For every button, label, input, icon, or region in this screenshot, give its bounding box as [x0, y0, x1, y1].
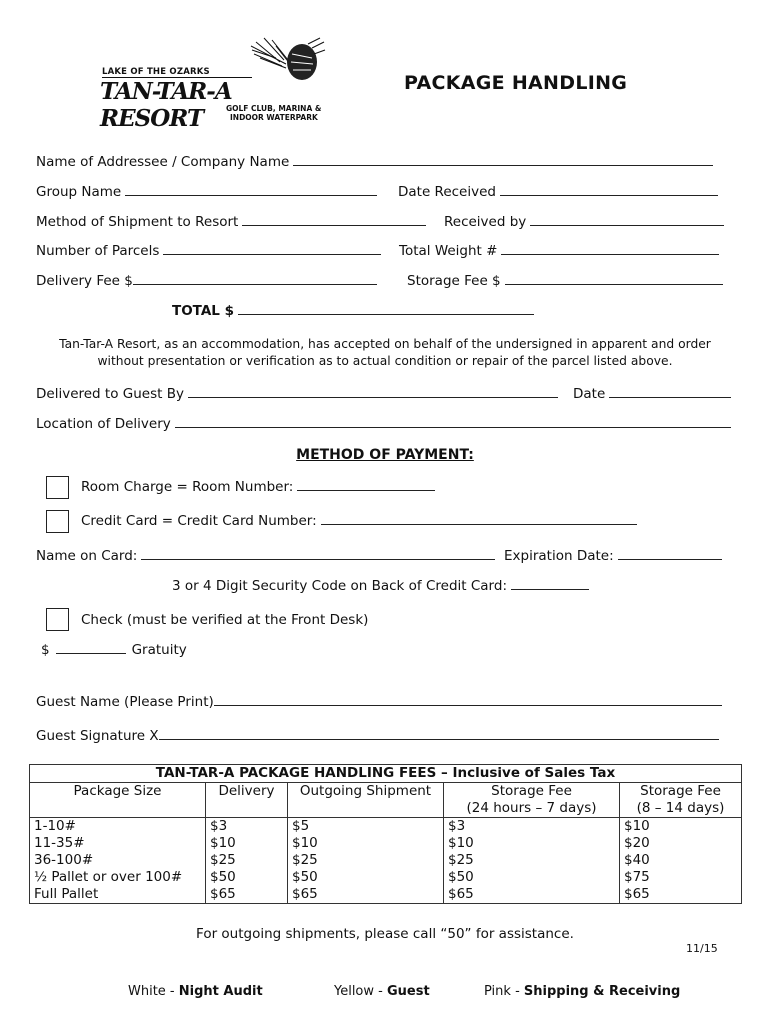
header-storage-2 — [620, 783, 742, 818]
disclaimer-line-2: without presentation or verification as to actual condition or repair of the parcel listed above. — [97, 354, 673, 368]
date-received-field[interactable] — [398, 184, 718, 200]
total-weight-label: Total Weight # — [399, 243, 498, 259]
table-cell: $25 — [206, 852, 288, 869]
delivery-fee-field[interactable] — [36, 273, 377, 289]
delivery-date-field[interactable] — [573, 386, 731, 402]
check-label: Check (must be verified at the Front Desk) — [81, 612, 369, 628]
location-blank[interactable] — [175, 416, 731, 428]
security-code-field[interactable] — [172, 578, 589, 594]
table-cell: $65 — [620, 886, 742, 904]
table-cell: $50 — [444, 869, 620, 886]
resort-logo — [96, 36, 336, 132]
expiration-label: Expiration Date: — [504, 548, 614, 564]
table-cell: $3 — [444, 818, 620, 836]
guest-signature-field[interactable] — [36, 728, 719, 744]
addressee-field[interactable] — [36, 154, 713, 170]
fees-table — [29, 764, 742, 904]
shipment-method-field[interactable] — [36, 214, 426, 230]
revision-date: 11/15 — [686, 942, 718, 955]
total-label: TOTAL $ — [172, 303, 234, 319]
copy-white — [128, 984, 263, 999]
copy-pink-label: Pink - — [484, 984, 520, 999]
security-code-label: 3 or 4 Digit Security Code on Back of Credit Card: — [172, 578, 507, 594]
logo-brand-text: TAN-TAR-A RESORT — [100, 78, 232, 132]
table-cell: $50 — [288, 869, 444, 886]
table-cell: $40 — [620, 852, 742, 869]
name-on-card-field[interactable] — [36, 548, 495, 564]
shipment-method-label: Method of Shipment to Resort — [36, 214, 239, 230]
received-by-field[interactable] — [444, 214, 724, 230]
room-charge-field[interactable] — [81, 479, 435, 495]
delivery-date-label: Date — [573, 386, 606, 402]
header-storage-2-line-1: Storage Fee — [640, 783, 721, 799]
total-weight-blank[interactable] — [501, 243, 719, 255]
table-cell: $20 — [620, 835, 742, 852]
payment-heading — [0, 447, 770, 463]
header-storage-1-line-2: (24 hours – 7 days) — [466, 800, 597, 816]
expiration-field[interactable] — [504, 548, 722, 564]
guest-name-label: Guest Name (Please Print) — [36, 694, 214, 710]
group-name-field[interactable] — [36, 184, 377, 200]
delivery-fee-label: Delivery Fee $ — [36, 273, 133, 289]
table-row — [30, 835, 742, 852]
gratuity-label: Gratuity — [131, 642, 187, 658]
table-cell: $10 — [620, 818, 742, 836]
delivered-by-field[interactable] — [36, 386, 558, 402]
table-cell: ½ Pallet or over 100# — [30, 869, 206, 886]
table-cell: $25 — [288, 852, 444, 869]
table-cell: $3 — [206, 818, 288, 836]
name-on-card-label: Name on Card: — [36, 548, 138, 564]
delivered-by-label: Delivered to Guest By — [36, 386, 184, 402]
addressee-label: Name of Addressee / Company Name — [36, 154, 290, 170]
total-weight-field[interactable] — [399, 243, 719, 259]
received-by-blank[interactable] — [530, 214, 724, 226]
copy-yellow — [334, 984, 430, 999]
name-on-card-blank[interactable] — [141, 548, 495, 560]
expiration-blank[interactable] — [618, 548, 722, 560]
table-cell: $10 — [288, 835, 444, 852]
storage-fee-blank[interactable] — [505, 273, 723, 285]
logo-location-text: LAKE OF THE OZARKS — [102, 67, 210, 77]
total-blank[interactable] — [238, 303, 534, 315]
table-row — [30, 869, 742, 886]
table-row — [30, 818, 742, 836]
table-cell: $10 — [206, 835, 288, 852]
copy-pink — [484, 984, 680, 999]
footnote: For outgoing shipments, please call “50” for assistance. — [196, 926, 574, 942]
table-cell: 1-10# — [30, 818, 206, 836]
copy-white-value: Night Audit — [178, 984, 263, 999]
header-package-size: Package Size — [30, 783, 206, 818]
gratuity-blank[interactable] — [56, 642, 126, 654]
header-delivery: Delivery — [206, 783, 288, 818]
table-cell: 11-35# — [30, 835, 206, 852]
logo-sub-text — [226, 105, 321, 122]
copy-yellow-label: Yellow - — [334, 984, 383, 999]
room-number-blank[interactable] — [297, 479, 435, 491]
num-parcels-field[interactable] — [36, 243, 381, 259]
storage-fee-label: Storage Fee $ — [407, 273, 501, 289]
table-cell: $25 — [444, 852, 620, 869]
table-cell: $65 — [444, 886, 620, 904]
num-parcels-blank[interactable] — [163, 243, 381, 255]
credit-card-label: Credit Card = Credit Card Number: — [81, 513, 317, 529]
table-cell: $75 — [620, 869, 742, 886]
gratuity-field[interactable] — [41, 642, 187, 658]
group-name-label: Group Name — [36, 184, 122, 200]
location-label: Location of Delivery — [36, 416, 171, 432]
copy-yellow-value: Guest — [387, 984, 430, 999]
header-storage-2-line-2: (8 – 14 days) — [636, 800, 725, 816]
header-storage-1 — [444, 783, 620, 818]
guest-name-field[interactable] — [36, 694, 722, 710]
guest-signature-label: Guest Signature X — [36, 728, 159, 744]
page-title: PACKAGE HANDLING — [404, 72, 628, 94]
header-storage-1-line-1: Storage Fee — [491, 783, 572, 799]
fees-table-caption: TAN-TAR-A PACKAGE HANDLING FEES – Inclusive of Sales Tax — [30, 765, 742, 783]
table-cell: 36-100# — [30, 852, 206, 869]
guest-signature-blank[interactable] — [159, 728, 719, 740]
delivery-date-blank[interactable] — [609, 386, 731, 398]
table-cell: $65 — [288, 886, 444, 904]
table-cell: $65 — [206, 886, 288, 904]
table-cell: Full Pallet — [30, 886, 206, 904]
room-charge-label: Room Charge = Room Number: — [81, 479, 294, 495]
date-received-label: Date Received — [398, 184, 496, 200]
check-checkbox[interactable] — [46, 608, 69, 631]
credit-card-field[interactable] — [81, 513, 637, 529]
delivered-by-blank[interactable] — [188, 386, 558, 398]
date-received-blank[interactable] — [500, 184, 718, 196]
logo-sub-line-2: INDOOR WATERPARK — [230, 112, 318, 122]
table-cell: $50 — [206, 869, 288, 886]
security-code-blank[interactable] — [511, 578, 589, 590]
table-row — [30, 852, 742, 869]
copy-pink-value: Shipping & Receiving — [523, 984, 681, 999]
delivery-fee-blank[interactable] — [133, 273, 377, 285]
payment-heading-text: METHOD OF PAYMENT: — [296, 447, 474, 463]
table-cell: $10 — [444, 835, 620, 852]
table-cell: $5 — [288, 818, 444, 836]
total-field[interactable] — [172, 303, 534, 319]
table-row — [30, 886, 742, 904]
room-charge-checkbox[interactable] — [46, 476, 69, 499]
disclaimer-line-1: Tan-Tar-A Resort, as an accommodation, has accepted on behalf of the undersigned in apparent and order — [59, 337, 711, 351]
gratuity-dollar: $ — [41, 642, 50, 658]
copy-white-label: White - — [128, 984, 175, 999]
credit-card-checkbox[interactable] — [46, 510, 69, 533]
guest-name-blank[interactable] — [214, 694, 722, 706]
received-by-label: Received by — [444, 214, 527, 230]
num-parcels-label: Number of Parcels — [36, 243, 160, 259]
storage-fee-field[interactable] — [407, 273, 723, 289]
group-name-blank[interactable] — [125, 184, 377, 196]
location-field[interactable] — [36, 416, 731, 432]
shipment-method-blank[interactable] — [242, 214, 426, 226]
logo-sub-line-1: GOLF CLUB, MARINA & — [226, 104, 322, 113]
credit-card-number-blank[interactable] — [321, 513, 637, 525]
addressee-blank[interactable] — [293, 154, 713, 166]
disclaimer — [30, 336, 740, 370]
header-outgoing: Outgoing Shipment — [288, 783, 444, 818]
